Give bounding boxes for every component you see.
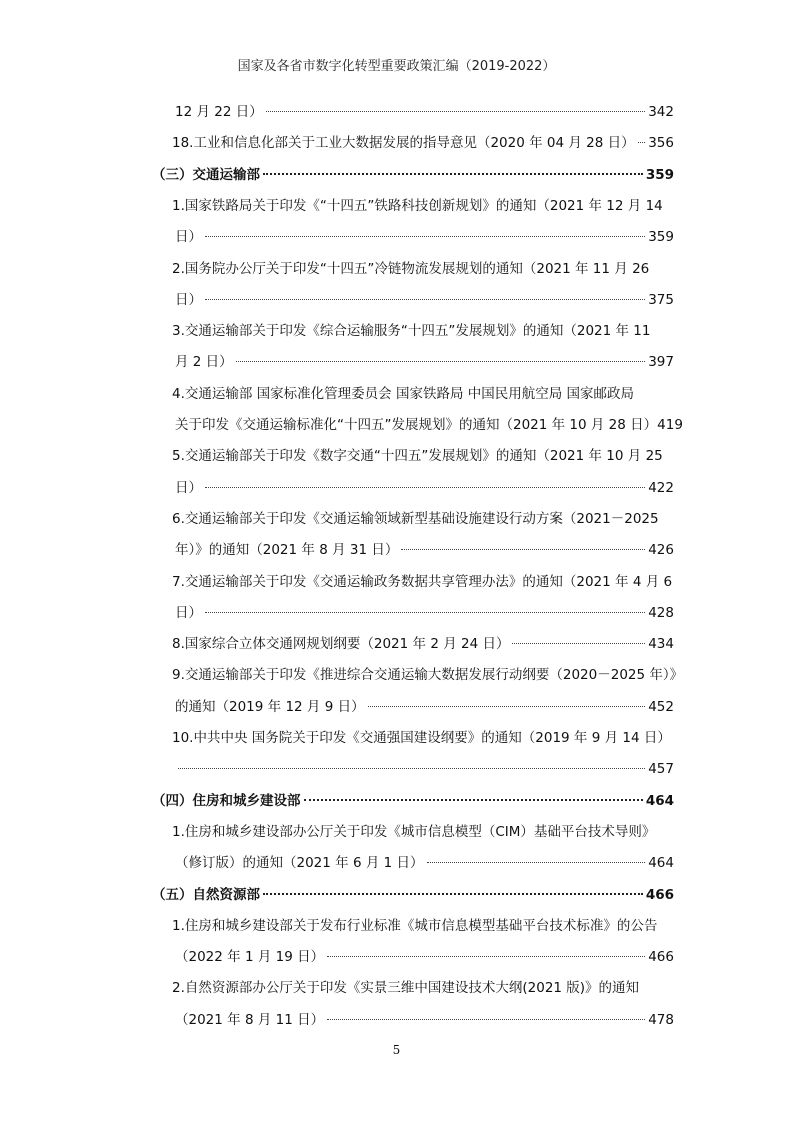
toc-entry-text: 日） (175, 479, 202, 496)
dot-leader (327, 1019, 645, 1020)
toc-entry-line (172, 259, 674, 279)
toc-entry-line (175, 478, 674, 498)
toc-entry-line (175, 1010, 674, 1030)
toc-entry-text: 2.自然资源部办公厅关于印发《实景三维中国建设技术大纲(2021 版)》的通知 (172, 980, 640, 997)
toc-entry-line (172, 916, 674, 936)
dot-leader (205, 487, 645, 488)
toc-entry-text: 4.交通运输部 国家标准化管理委员会 国家铁路局 中国民用航空局 国家邮政局 (172, 385, 635, 402)
toc-entry-line (175, 603, 674, 623)
dot-leader (401, 549, 645, 550)
toc-entry-line (175, 102, 674, 122)
toc-entry-text: 1.住房和城乡建设部关于发布行业标准《城市信息模型基础平台技术标准》的公告 (172, 917, 658, 934)
running-header: 国家及各省市数字化转型重要政策汇编（2019-2022） (237, 59, 556, 74)
toc-page-number: 466 (645, 886, 674, 903)
toc-entry-text: 日） (175, 229, 202, 246)
toc-entry-text: 1.国家铁路局关于印发《“十四五”铁路科技创新规划》的通知（2021 年 12 月 14 (172, 197, 663, 214)
toc-entry-text: 6.交通运输部关于印发《交通运输领域新型基础设施建设行动方案（2021－2025 (172, 510, 659, 527)
toc-page-number: 464 (648, 855, 674, 872)
toc-entry-text: 2.国务院办公厅关于印发“十四五”冷链物流发展规划的通知（2021 年 11 月 26 (172, 260, 650, 277)
toc-page-number: 422 (648, 479, 674, 496)
toc-entry-text: （三）交通运输部 (152, 166, 260, 183)
dot-leader (512, 643, 645, 644)
toc-entry-text: 日） (175, 604, 202, 621)
toc-page-number: 342 (648, 104, 674, 120)
toc-entry-text: （2021 年 8 月 11 日） (175, 1011, 325, 1028)
dot-leader (205, 299, 645, 300)
toc-page-number: 457 (648, 761, 674, 778)
dot-leader (327, 956, 645, 957)
toc-entry-text: 10.中共中央 国务院关于印发《交通强国建设纲要》的通知（2019 年 9 月 14 日） (172, 730, 671, 746)
toc-page-number: 434 (648, 636, 674, 653)
toc-entry-line (175, 415, 688, 435)
toc-entry-line (172, 728, 674, 748)
toc-entry-text: 5.交通运输部关于印发《数字交通“十四五”发展规划》的通知（2021 年 10 月 25 (172, 448, 663, 465)
toc-entry-text: 年）》的通知（2021 年 8 月 31 日） (175, 542, 399, 559)
toc-entry-text: 的通知（2019 年 12 月 9 日） (175, 698, 365, 715)
toc-page-number: 466 (648, 949, 674, 966)
toc-entry-text: （修订版）的通知（2021 年 6 月 1 日） (175, 855, 424, 872)
toc-entry-line (172, 509, 674, 529)
toc-entry-text: 7.交通运输部关于印发《交通运输政务数据共享管理办法》的通知（2021 年 4 月 6 (172, 573, 673, 590)
dot-leader (427, 862, 646, 863)
toc-entry-text: 3.交通运输部关于印发《综合运输服务“十四五”发展规划》的通知（2021 年 11 (172, 323, 651, 340)
dot-leader (263, 893, 643, 895)
toc-entry-text: （五）自然资源部 (152, 886, 260, 903)
dot-leader (638, 142, 646, 143)
toc-page-number: 452 (648, 698, 674, 715)
toc-entry-text: 月 2 日） (175, 354, 233, 371)
toc-entry-line (172, 384, 674, 404)
toc-page-number: 397 (648, 354, 674, 371)
toc-section-heading (152, 791, 674, 811)
toc-entry-line (172, 822, 674, 842)
dot-leader (263, 173, 643, 175)
toc-entry-text: 日） (175, 291, 202, 308)
toc-entry-line (175, 759, 674, 779)
toc-section-heading (152, 165, 674, 185)
toc-page-number: 359 (645, 166, 674, 183)
toc-page-number: 478 (648, 1011, 674, 1028)
toc-entry-line (172, 634, 674, 654)
toc-page-number: 356 (648, 135, 674, 152)
toc-entry-line (172, 133, 674, 153)
toc-entry-line (172, 665, 684, 685)
dot-leader (205, 612, 645, 613)
toc-section-heading (152, 885, 674, 905)
toc-entry-line (172, 978, 674, 998)
toc-entry-line (175, 290, 674, 310)
dot-leader (178, 768, 645, 769)
toc-entry-line (172, 446, 674, 466)
toc-entry-line (175, 227, 674, 247)
toc-entry-text: （2022 年 1 月 19 日） (175, 949, 325, 966)
toc-entry-line (172, 572, 674, 592)
toc-entry-line (172, 196, 674, 216)
toc-entry-text: 1.住房和城乡建设部办公厅关于印发《城市信息模型（CIM）基础平台技术导则》 (172, 823, 656, 840)
page-number: 5 (392, 1043, 401, 1057)
toc-entry-line (175, 352, 674, 372)
dot-leader (368, 706, 646, 707)
toc-entry-line (175, 947, 674, 967)
toc-entry-text: 12 月 22 日） (175, 104, 263, 120)
toc-entry-line (172, 321, 674, 341)
toc-entry-line (175, 697, 674, 717)
toc-page-number: 375 (648, 291, 674, 308)
toc-entry-text: 18.工业和信息化部关于工业大数据发展的指导意见（2020 年 04 月 28 日） (172, 135, 635, 152)
toc-entry-text: 9.交通运输部关于印发《推进综合交通运输大数据发展行动纲要（2020－2025 年）》 (172, 667, 684, 684)
toc-entry-line (175, 853, 674, 873)
toc-entry-text: （四）住房和城乡建设部 (152, 792, 301, 809)
toc-page-number: 464 (645, 792, 674, 809)
toc-page-number: 426 (648, 542, 674, 559)
toc-page-number: 359 (648, 229, 674, 246)
dot-leader (236, 361, 646, 362)
toc-entry-line (175, 540, 674, 560)
dot-leader (205, 236, 645, 237)
dot-leader (266, 111, 645, 112)
toc-page-number: 428 (648, 604, 674, 621)
dot-leader (304, 799, 643, 801)
toc-entry-text: 关于印发《交通运输标准化“十四五”发展规划》的通知（2021 年 10 月 28 日）419 (175, 417, 683, 433)
toc-entry-text: 8.国家综合立体交通网规划纲要（2021 年 2 月 24 日） (172, 636, 510, 653)
